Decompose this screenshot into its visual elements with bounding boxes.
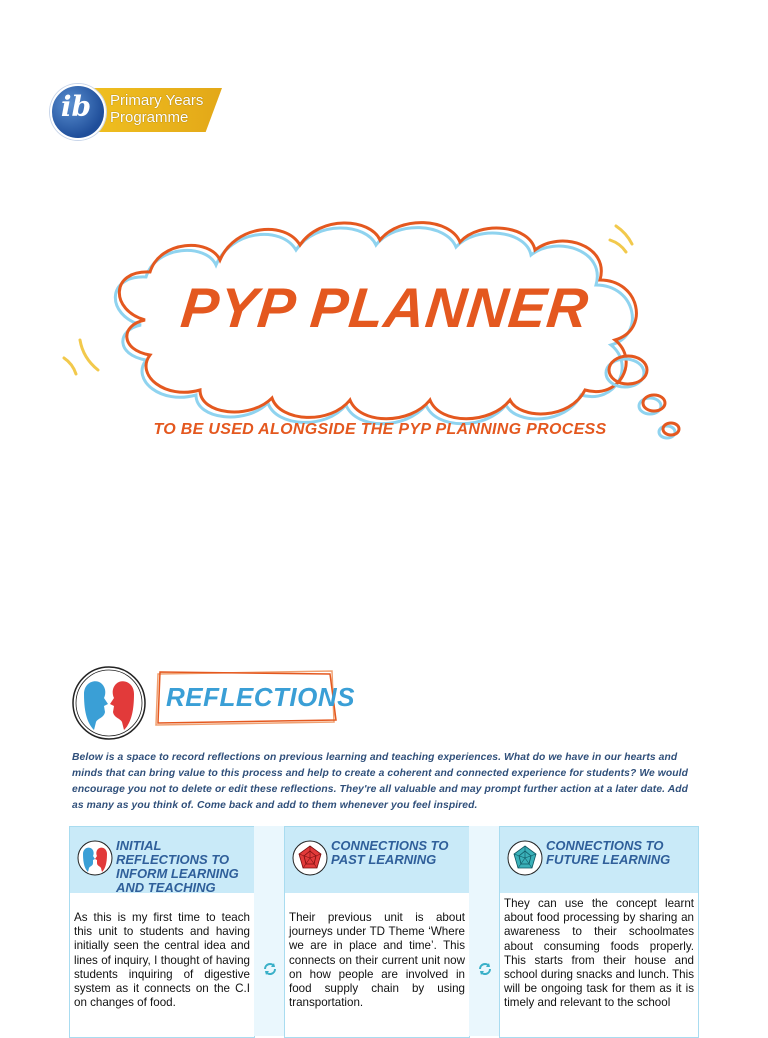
ib-logo-text-line2: Programme bbox=[110, 109, 189, 126]
column-text[interactable]: They can use the concept learnt about food processing by sharing an awareness to their schoolmates about consuming foods properly. This starts from their house and school during snacks and lunch. This will be ongoing task for them as it is timely and relevant to the school bbox=[504, 897, 694, 1010]
column-text[interactable]: Their previous unit is about journeys under TD Theme ‘Where we are in place and time’. This connects on their current unit now on how people are involved in food supply chain by using transportation. bbox=[289, 911, 465, 1010]
faces-icon bbox=[70, 664, 148, 742]
cycle-arrows-icon bbox=[476, 960, 494, 978]
column-header bbox=[285, 827, 469, 893]
column-title: CONNECTIONS TO FUTURE LEARNING bbox=[546, 838, 671, 867]
column-future-learning bbox=[499, 826, 699, 1038]
column-gap bbox=[254, 826, 284, 1036]
faces-icon bbox=[76, 839, 114, 877]
page-title: PYP PLANNER bbox=[178, 276, 592, 339]
column-header bbox=[500, 827, 698, 893]
ib-logo-text-line1: Primary Years bbox=[110, 92, 204, 109]
ib-logo-letters: ib bbox=[60, 90, 92, 123]
page-subtitle: TO BE USED ALONGSIDE THE PYP PLANNING PROCESS bbox=[153, 421, 607, 438]
reflections-intro: Below is a space to record reflections on previous learning and teaching experiences. What do we have in our hearts and minds that can bring value to this process and help to create a coherent and connected experience for students? We would encourage you not to delete or edit these reflections. They're all valuable and may prompt further action at a later date. Add as many as you think of. Come back and add to them whenever you feel inspired. bbox=[72, 752, 689, 811]
column-title: INITIAL REFLECTIONS TO INFORM LEARNING AND TEACHING bbox=[116, 838, 239, 895]
column-initial-reflections bbox=[69, 826, 255, 1038]
cycle-arrows-icon bbox=[261, 960, 279, 978]
column-header bbox=[70, 827, 254, 893]
web-red-icon bbox=[291, 839, 329, 877]
column-title: CONNECTIONS TO PAST LEARNING bbox=[331, 838, 449, 867]
ib-logo-text bbox=[110, 92, 220, 126]
column-gap bbox=[469, 826, 499, 1036]
reflections-title: REFLECTIONS bbox=[166, 682, 355, 712]
web-teal-icon bbox=[506, 839, 544, 877]
column-text[interactable]: As this is my first time to teach this unit to students and having initially seen the central idea and lines of inquiry, I thought of having students inquiring of digestive system as it connects on the C.I on changes of food. bbox=[74, 911, 250, 1010]
column-past-learning bbox=[284, 826, 470, 1038]
